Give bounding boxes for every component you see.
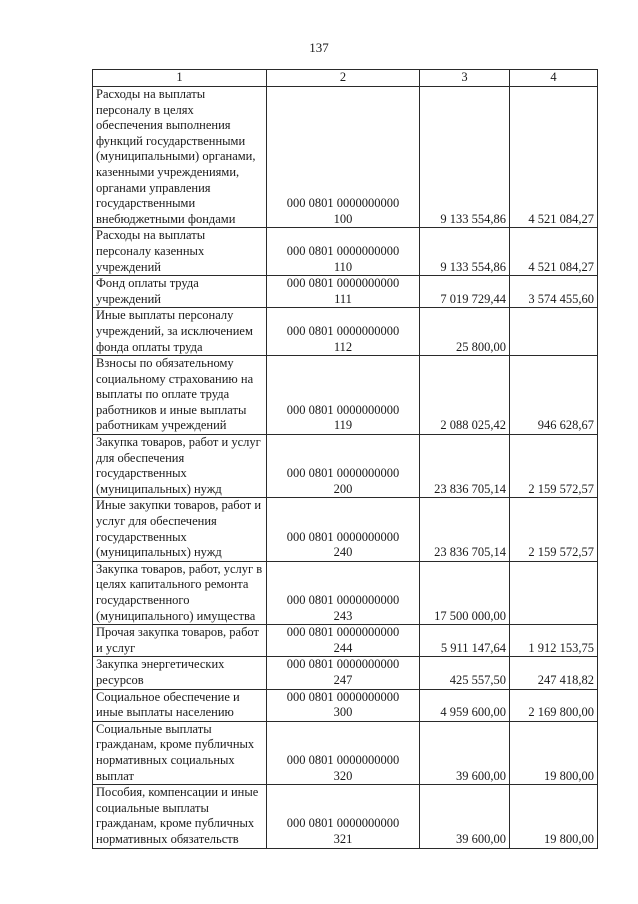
table-row [93, 561, 598, 624]
budget-code: 000 0801 0000000000 [286, 196, 400, 211]
table-row [93, 785, 598, 848]
amount-col-4-cell [510, 308, 598, 356]
budget-code-cell [267, 689, 420, 721]
budget-code: 000 0801 0000000000 [286, 276, 400, 291]
amount-col-3-cell: 4 959 600,00 [420, 689, 510, 721]
budget-code-cell [267, 87, 420, 228]
expense-type-code: 247 [333, 672, 353, 687]
expense-name-cell: Закупка товаров, работ и услуг для обеспечения государственных (муниципальных) нужд [93, 435, 267, 498]
budget-code: 000 0801 0000000000 [286, 593, 400, 607]
table-row [93, 276, 598, 308]
amount-col-3-cell: 17 500 000,00 [420, 561, 510, 624]
expense-type-code: 244 [333, 640, 353, 655]
amount-col-4-cell: 1 912 153,75 [510, 625, 598, 657]
budget-code-cell [267, 276, 420, 308]
budget-code-cell [267, 785, 420, 848]
expense-name-cell: Закупка товаров, работ, услуг в целях капитального ремонта государственного (муниципального) имущества [93, 561, 267, 624]
budget-code-cell [267, 435, 420, 498]
amount-col-4-cell [510, 561, 598, 624]
expense-name-cell: Взносы по обязательному социальному страхованию на выплаты по оплате труда работников и иные выплаты работникам учреждений [93, 356, 267, 435]
amount-col-3-cell: 23 836 705,14 [420, 498, 510, 561]
amount-col-4-cell: 946 628,67 [510, 356, 598, 435]
budget-code-cell [267, 308, 420, 356]
amount-col-4-cell: 247 418,82 [510, 657, 598, 689]
table-row [93, 498, 598, 561]
amount-col-3-cell: 39 600,00 [420, 721, 510, 784]
expense-type-code: 300 [333, 705, 353, 720]
amount-col-4-cell: 2 159 572,57 [510, 435, 598, 498]
column-header-1: 1 [93, 70, 267, 87]
budget-code: 000 0801 0000000000 [286, 816, 400, 831]
budget-code-cell [267, 498, 420, 561]
column-header-4: 4 [510, 70, 598, 87]
budget-code: 000 0801 0000000000 [286, 466, 400, 481]
table-row [93, 721, 598, 784]
budget-code-cell [267, 625, 420, 657]
table-row [93, 435, 598, 498]
table-row [93, 308, 598, 356]
table-row [93, 625, 598, 657]
amount-col-3-cell: 25 800,00 [420, 308, 510, 356]
budget-code-cell [267, 657, 420, 689]
amount-col-4-cell: 19 800,00 [510, 785, 598, 848]
expense-type-code: 110 [333, 259, 353, 274]
amount-col-4-cell: 3 574 455,60 [510, 276, 598, 308]
table-row [93, 657, 598, 689]
budget-code-cell [267, 721, 420, 784]
budget-code: 000 0801 0000000000 [286, 657, 400, 672]
amount-col-3-cell: 5 911 147,64 [420, 625, 510, 657]
amount-col-3-cell: 39 600,00 [420, 785, 510, 848]
table-header-row [93, 70, 598, 87]
expense-name-cell: Пособия, компенсации и иные социальные выплаты гражданам, кроме публичных нормативных обязательств [93, 785, 267, 848]
budget-code: 000 0801 0000000000 [286, 243, 400, 258]
expense-type-code: 119 [333, 418, 353, 433]
expense-type-code: 321 [333, 831, 353, 846]
budget-code-cell [267, 228, 420, 276]
expense-type-code: 243 [333, 608, 353, 623]
amount-col-3-cell: 2 088 025,42 [420, 356, 510, 435]
table-body [93, 87, 598, 849]
expense-type-code: 200 [333, 481, 353, 496]
budget-code: 000 0801 0000000000 [286, 529, 400, 544]
budget-code: 000 0801 0000000000 [286, 625, 400, 640]
budget-code: 000 0801 0000000000 [286, 323, 400, 338]
expense-name-cell: Расходы на выплаты персоналу в целях обеспечения выполнения функций государственными (муниципальными) органами, казенными учреждениями, органами управления государственными внебюджетными фондами [93, 87, 267, 228]
amount-col-3-cell: 9 133 554,86 [420, 87, 510, 228]
expense-name-cell: Социальное обеспечение и иные выплаты населению [93, 689, 267, 721]
amount-col-3-cell: 425 557,50 [420, 657, 510, 689]
expense-type-code: 112 [333, 339, 353, 354]
amount-col-3-cell: 9 133 554,86 [420, 228, 510, 276]
column-header-3: 3 [420, 70, 510, 87]
table-row [93, 228, 598, 276]
expense-name-cell: Фонд оплаты труда учреждений [93, 276, 267, 308]
table-row [93, 87, 598, 228]
amount-col-4-cell: 4 521 084,27 [510, 87, 598, 228]
budget-code: 000 0801 0000000000 [286, 689, 400, 704]
expense-type-code: 320 [333, 768, 353, 783]
expense-name-cell: Иные закупки товаров, работ и услуг для обеспечения государственных (муниципальных) нужд [93, 498, 267, 561]
table-row [93, 689, 598, 721]
page-number: 137 [309, 40, 329, 55]
amount-col-3-cell: 7 019 729,44 [420, 276, 510, 308]
amount-col-4-cell: 2 169 800,00 [510, 689, 598, 721]
budget-code: 000 0801 0000000000 [286, 402, 400, 417]
expense-name-cell: Иные выплаты персоналу учреждений, за исключением фонда оплаты труда [93, 308, 267, 356]
expense-type-code: 240 [333, 545, 353, 560]
table-row [93, 356, 598, 435]
budget-table [92, 69, 598, 849]
column-header-2: 2 [267, 70, 420, 87]
budget-code-cell [267, 356, 420, 435]
expense-type-code: 111 [334, 291, 352, 306]
amount-col-4-cell: 2 159 572,57 [510, 498, 598, 561]
expense-name-cell: Закупка энергетических ресурсов [93, 657, 267, 689]
expense-name-cell: Расходы на выплаты персоналу казенных учреждений [93, 228, 267, 276]
budget-code: 000 0801 0000000000 [286, 752, 400, 767]
expense-name-cell: Социальные выплаты гражданам, кроме публичных нормативных социальных выплат [93, 721, 267, 784]
expense-name-cell: Прочая закупка товаров, работ и услуг [93, 625, 267, 657]
amount-col-3-cell: 23 836 705,14 [420, 435, 510, 498]
expense-type-code: 100 [333, 211, 353, 226]
amount-col-4-cell: 19 800,00 [510, 721, 598, 784]
budget-code-cell [267, 561, 420, 624]
amount-col-4-cell: 4 521 084,27 [510, 228, 598, 276]
